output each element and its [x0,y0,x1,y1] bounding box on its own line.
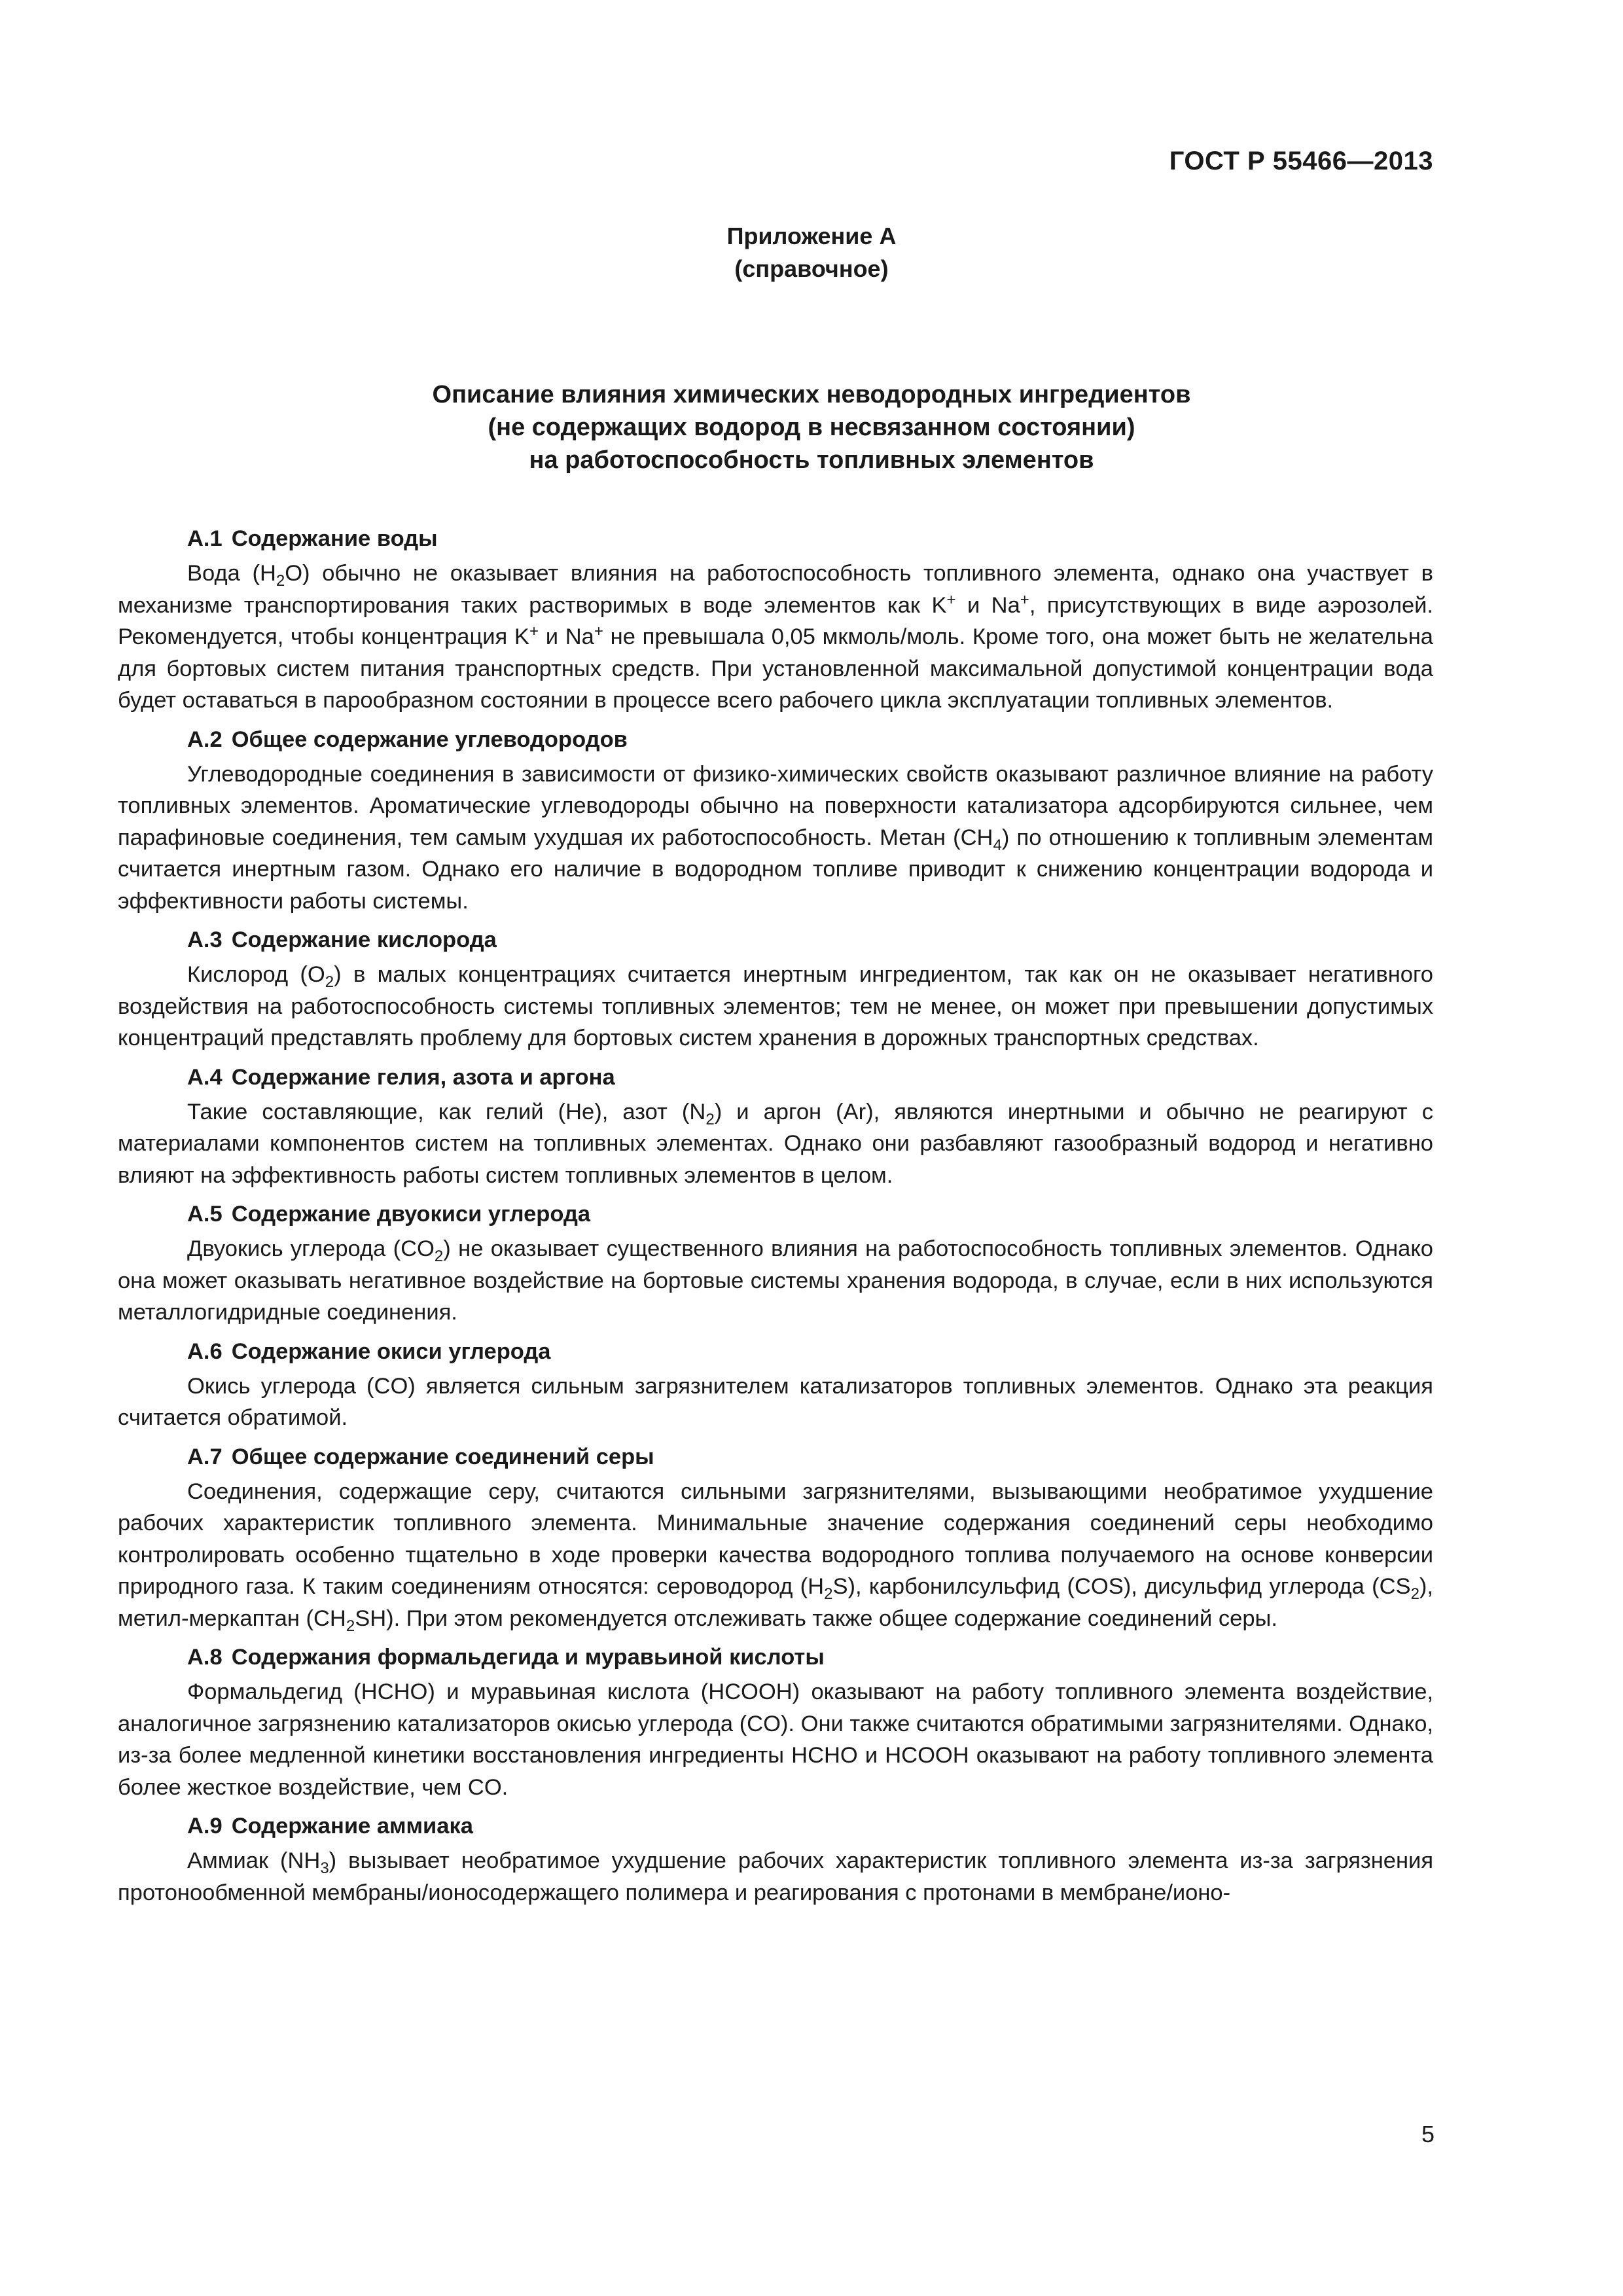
section-number: А.7 [187,1444,223,1469]
section-number: А.2 [187,726,223,752]
section-heading [118,1641,1433,1674]
section-paragraph: Соединения, содержащие серу, считаются сильными загрязнителями, вызывающими необратимое ухудшение рабочих характеристик топливного элемента. Минимальные значение содержания соединений серы необходимо контролировать особенно тщательно в ходе проверки качества водородного топлива получаемого на основе конверсии природного газа. К таким соединениям относятся: сероводород $(H_2S)$, карбонилсульфид (COS), дисульфид углерода $(CS_2)$, метил-меркаптан $(CH_2SH)$. При этом рекомендуется отслеживать также общее содержание соединений серы. [118,1479,1433,1635]
section-title: Содержание двуокиси углерода [231,1202,591,1227]
section-heading [118,1441,1433,1473]
section-number: А.4 [187,1064,223,1090]
title-line-3: на работоспособность топливных элементов [529,446,1094,474]
title-line-2: (не содержащих водород в несвязанном состоянии) [488,414,1135,441]
title-line-1: Описание влияния химических неводородных ингредиентов [432,381,1191,408]
page-number: 5 [1421,2121,1435,2147]
section-heading [118,522,1433,555]
section-title: Содержание аммиака [231,1814,473,1839]
superscript: + [946,590,956,609]
section-paragraph: Вода $(H_2O)$ обычно не оказывает влияния на работоспособность топливного элемента, однако она участвует в механизме транспортирования таких растворимых в воде элементов как K+ и Na+, присутствующих в виде аэрозолей. Рекомендуется, чтобы концентрация K+ и Na+ не превышала 0,05 мкмоль/моль. Кроме того, она может быть не желательна для бортовых систем питания транспортных средств. При установленной максимальной допустимой концентрации вода будет оставаться в парообразном состоянии в процессе всего рабочего цикла эксплуатации топливных элементов. [118,561,1433,713]
appendix-body [118,522,1433,1915]
section-title: Содержание гелия, азота и аргона [231,1064,615,1090]
subscript: 2 [434,1247,444,1265]
subscript: 2 [705,1110,715,1128]
subscript: 2 [276,572,285,590]
section-title: Содержание окиси углерода [231,1338,551,1364]
appendix-title [0,378,1623,476]
section-heading [118,723,1433,756]
section-paragraph: Формальдегид (HCHO) и муравьиная кислота (HCOOH) оказывают на работу топливного элемента воздействие, аналогичное загрязнению катализаторов окисью углерода (CO). Они также считаются обратимыми загрязнителями. Однако, из-за более медленной кинетики восстановления ингредиенты HCHO и HCOOH оказывают на работу топливного элемента более жесткое воздействие, чем CO. [118,1679,1433,1800]
superscript: + [594,622,603,640]
section-paragraph: Углеводородные соединения в зависимости от физико-химических свойств оказывают различное влияние на работу топливных элементов. Ароматические углеводороды обычно на поверхности катализатора адсорбируются сильнее, чем парафиновые соединения, тем самым ухудшая их работоспособность. Метан $(CH_4)$ по отношению к топливным элементам считается инертным газом. Однако его наличие в водородном топливе приводит к снижению концентрации водорода и эффективности работы системы. [118,761,1434,914]
section-heading [118,1061,1433,1094]
document-code: ГОСТ Р 55466—2013 [1169,147,1433,175]
section-number: А.3 [187,927,223,952]
section-heading [118,924,1433,956]
subscript: 2 [325,973,334,991]
subscript: 3 [320,1859,329,1877]
section-paragraph: Аммиак $(NH_3)$ вызывает необратимое ухудшение рабочих характеристик топливного элемента из-за загрязнения протонообменной мембраны/ионосодержащего полимера и реагирования с протонами в мембране/ионо- [118,1848,1433,1905]
section-paragraph: Кислород $(O_2)$ в малых концентрациях считается инертным ингредиентом, так как он не оказывает негативного воздействия на работоспособность системы топливных элементов; тем не менее, он может при превышении допустимых концентраций представлять проблему для бортовых систем хранения в дорожных транспортных средствах. [118,962,1433,1050]
section-title: Содержание воды [231,526,438,551]
appendix-label: Приложение А [726,223,897,249]
subscript: 2 [824,1585,833,1603]
section-number: А.5 [187,1202,223,1227]
section-paragraph: Окись углерода (CO) является сильным загрязнителем катализаторов топливных элементов. Однако эта реакция считается обратимой. [118,1373,1433,1430]
section-paragraph: Такие составляющие, как гелий (He), азот $(N_2)$ и аргон (Ar), являются инертными и обычно не реагируют с материалами компонентов систем на топливных элементах. Однако они разбавляют газообразный водород и негативно влияют на эффективность работы систем топливных элементов в целом. [118,1099,1434,1188]
section-title: Содержания формальдегида и муравьиной кислоты [231,1645,825,1670]
section-paragraph: Двуокись углерода $(CO_2)$ не оказывает существенного влияния на работоспособность топливных элементов. Однако она может оказывать негативное воздействие на бортовые системы хранения водорода, в случае, если в них используются металлогидридные соединения. [118,1236,1433,1325]
appendix-type: (справочное) [734,255,889,282]
section-heading [118,1335,1433,1368]
section-number: А.8 [187,1645,223,1670]
section-title: Общее содержание углеводородов [231,726,628,752]
section-title: Общее содержание соединений серы [231,1444,654,1469]
superscript: + [529,622,539,640]
section-title: Содержание кислорода [231,927,497,952]
subscript: 4 [993,836,1002,854]
appendix-heading [0,220,1623,285]
subscript: 2 [346,1617,355,1635]
subscript: 2 [1410,1585,1419,1603]
section-heading [118,1810,1433,1842]
section-number: А.6 [187,1338,223,1364]
section-heading [118,1198,1433,1230]
section-number: А.9 [187,1814,223,1839]
section-number: А.1 [187,526,223,551]
superscript: + [1020,590,1029,609]
